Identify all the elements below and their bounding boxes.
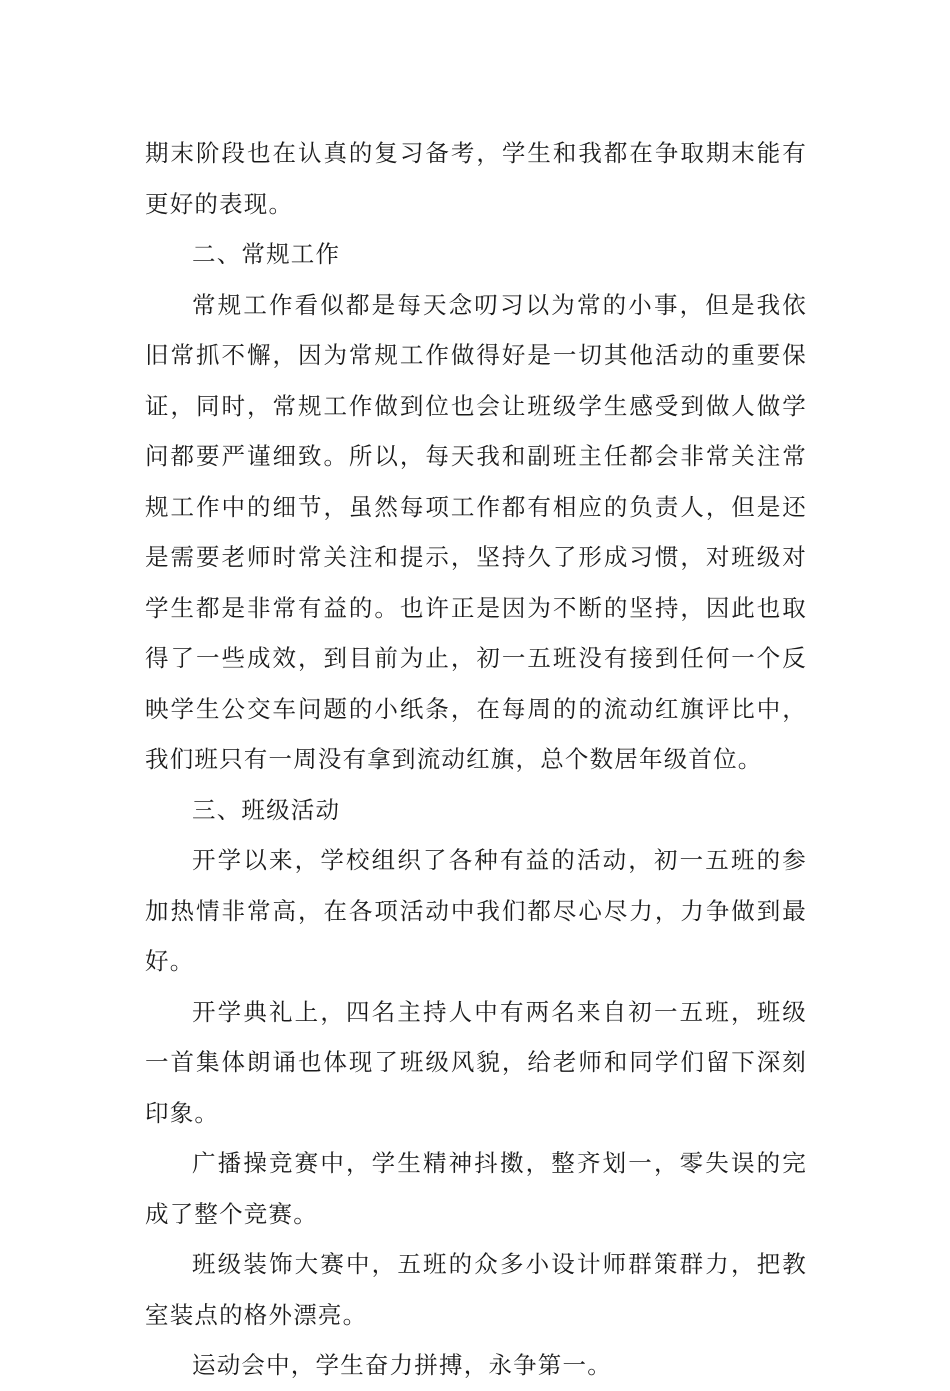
heading-class-activities: 三、班级活动 <box>192 795 341 824</box>
paragraph-sports-meet: 运动会中，学生奋力拼搏，永争第一。 <box>192 1351 612 1379</box>
paragraph-exam-review: 期末阶段也在认真的复习备考，学生和我都在争取期末能有更好的表现。 <box>145 139 807 218</box>
paragraph-opening-ceremony: 开学典礼上，四名主持人中有两名来自初一五班，班级一首集体朗诵也体现了班级风貌，给老师和同学们留下深刻印象。 <box>145 997 807 1127</box>
paragraph-decoration-contest: 班级装饰大赛中，五班的众多小设计师群策群力，把教室装点的格外漂亮。 <box>145 1250 807 1329</box>
paragraph-broadcast-exercise: 广播操竞赛中，学生精神抖擞，整齐划一，零失误的完成了整个竞赛。 <box>145 1149 807 1228</box>
heading-routine-work: 二、常规工作 <box>192 240 341 268</box>
document-body <box>145 128 807 1391</box>
paragraph-routine-work: 常规工作看似都是每天念叨习以为常的小事，但是我依旧常抓不懈，因为常规工作做得好是一切其他活动的重要保证，同时，常规工作做到位也会让班级学生感受到做人做学问都要严谨细致。所以，每天我和副班主任都会非常关注常规工作中的细节，虽然每项工作都有相应的负责人，但是还是需要老师时常关注和提示，坚持久了形成习惯，对班级对学生都是非常有益的。也许正是因为不断的坚持，因此也取得了一些成效，到目前为止，初一五班没有接到任何一个反映学生公交车问题的小纸条，在每周的的流动红旗评比中，我们班只有一周没有拿到流动红旗，总个数居年级首位。 <box>145 290 807 773</box>
paragraph-activities-intro: 开学以来，学校组织了各种有益的活动，初一五班的参加热情非常高，在各项活动中我们都尽心尽力，力争做到最好。 <box>145 846 807 975</box>
